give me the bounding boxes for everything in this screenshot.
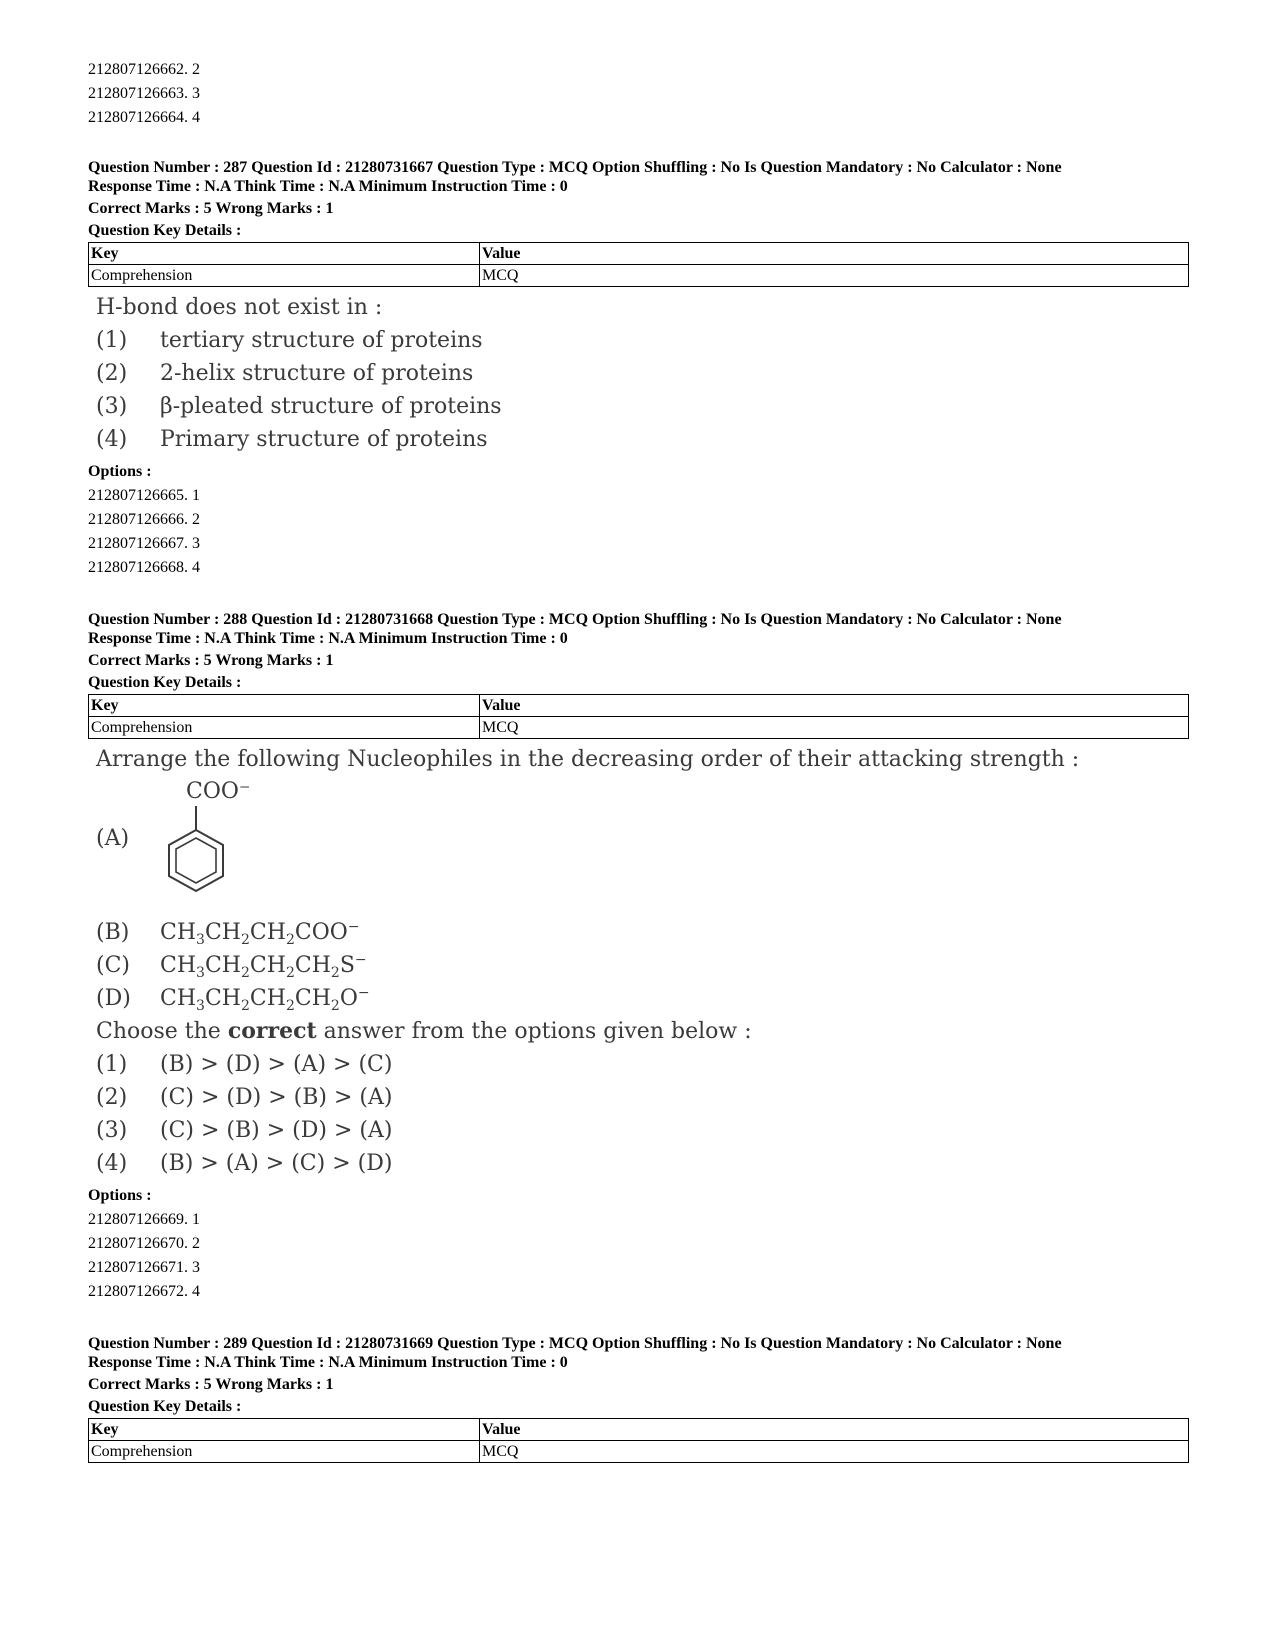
option-item: 212807126664. 4: [88, 109, 200, 126]
value-header: Value: [480, 695, 1189, 717]
question-meta: [88, 1334, 1188, 1372]
carboxylate-group-label: COO⁻: [186, 779, 251, 804]
question-meta-line2: Response Time : N.A Think Time : N.A Minimum Instruction Time : 0: [88, 178, 568, 195]
key-header: Key: [89, 695, 480, 717]
question-287: [88, 158, 1188, 580]
choice-text: Primary structure of proteins: [160, 427, 488, 452]
item-b-formula: $CH_3CH_2CH_2COO^-$: [160, 919, 360, 948]
table-row: [89, 717, 1189, 739]
item-d-label: (D): [96, 986, 131, 1011]
choice-number: (2): [96, 1085, 128, 1110]
item-d-formula: $CH_3CH_2CH_2CH_2O^-$: [160, 985, 370, 1014]
key-details-label: Question Key Details :: [88, 674, 242, 691]
key-header: Key: [89, 243, 480, 265]
choice-number: (4): [96, 427, 128, 452]
option-item: 212807126668. 4: [88, 559, 200, 576]
item-d: [96, 982, 1188, 1015]
table-row: [89, 1441, 1189, 1463]
key-details-table: [88, 1418, 1189, 1463]
item-c: [96, 949, 1188, 982]
item-b-label: (B): [96, 920, 130, 945]
question-meta-line1: Question Number : 287 Question Id : 21280731667 Question Type : MCQ Option Shuffling : No Is Question Mandatory : No Calculator : None: [88, 159, 1062, 176]
key-header: Key: [89, 1419, 480, 1441]
choose-text-pre: Choose the: [96, 1019, 228, 1044]
key-details-table: [88, 242, 1189, 287]
marks-line: Correct Marks : 5 Wrong Marks : 1: [88, 1376, 334, 1393]
value-cell: MCQ: [480, 265, 1189, 287]
item-a-label: (A): [96, 826, 130, 851]
question-289: [88, 1334, 1188, 1463]
choice-item: [96, 1114, 1188, 1147]
option-item: 212807126662. 2: [88, 61, 200, 78]
option-item: 212807126663. 3: [88, 85, 200, 102]
option-item: 212807126665. 1: [88, 487, 200, 504]
choice-text: (B) > (A) > (C) > (D): [160, 1151, 393, 1176]
choice-item: [96, 390, 1188, 423]
option-item: 212807126669. 1: [88, 1211, 200, 1228]
key-details-table: [88, 694, 1189, 739]
options-list: [88, 484, 1188, 580]
value-cell: MCQ: [480, 1441, 1189, 1463]
choice-text: (C) > (B) > (D) > (A): [160, 1118, 393, 1143]
value-header: Value: [480, 1419, 1189, 1441]
choice-number: (4): [96, 1151, 128, 1176]
value-cell: MCQ: [480, 717, 1189, 739]
choice-text: tertiary structure of proteins: [160, 328, 483, 353]
choose-text-bold: correct: [227, 1018, 317, 1044]
question-288: [88, 610, 1188, 1304]
question-meta: [88, 158, 1188, 196]
choice-number: (3): [96, 394, 128, 419]
key-details-label: Question Key Details :: [88, 1398, 242, 1415]
key-cell: Comprehension: [89, 1441, 480, 1463]
choice-number: (3): [96, 1118, 128, 1143]
option-item: 212807126672. 4: [88, 1283, 200, 1300]
choice-item: [96, 1081, 1188, 1114]
options-list: [88, 1208, 1188, 1304]
benzene-inner-ring: [176, 838, 216, 883]
molecule-a: [96, 776, 1188, 916]
question-meta-line1: Question Number : 289 Question Id : 21280731669 Question Type : MCQ Option Shuffling : No Is Question Mandatory : No Calculator : None: [88, 1335, 1062, 1352]
option-item: 212807126670. 2: [88, 1235, 200, 1252]
item-b: [96, 916, 1188, 949]
benzene-ring: [169, 830, 223, 891]
choice-text: (C) > (D) > (B) > (A): [160, 1085, 393, 1110]
options-label: Options :: [88, 463, 152, 480]
choice-item: [96, 357, 1188, 390]
choice-text: 2-helix structure of proteins: [160, 361, 474, 386]
table-header-row: [89, 243, 1189, 265]
option-item: 212807126667. 3: [88, 535, 200, 552]
choice-number: (1): [96, 328, 128, 353]
question-stem: Arrange the following Nucleophiles in the decreasing order of their attacking strength :: [96, 747, 1080, 772]
question-meta-line2: Response Time : N.A Think Time : N.A Minimum Instruction Time : 0: [88, 1354, 568, 1371]
choice-item: [96, 1147, 1188, 1180]
choose-instruction: [96, 1015, 1188, 1048]
choose-text-post: answer from the options given below :: [316, 1019, 752, 1044]
question-stem: H-bond does not exist in :: [96, 295, 383, 320]
question-content: [96, 291, 1188, 456]
previous-options-list: [88, 58, 1188, 130]
question-meta-line1: Question Number : 288 Question Id : 21280731668 Question Type : MCQ Option Shuffling : No Is Question Mandatory : No Calculator : None: [88, 611, 1062, 628]
table-header-row: [89, 695, 1189, 717]
table-row: [89, 265, 1189, 287]
question-meta-line2: Response Time : N.A Think Time : N.A Minimum Instruction Time : 0: [88, 630, 568, 647]
choice-text: (B) > (D) > (A) > (C): [160, 1052, 393, 1077]
key-details-label: Question Key Details :: [88, 222, 242, 239]
benzoate-structure-icon: [158, 776, 298, 916]
choice-text: β-pleated structure of proteins: [160, 394, 502, 419]
choice-item: [96, 423, 1188, 456]
item-c-label: (C): [96, 953, 130, 978]
key-cell: Comprehension: [89, 717, 480, 739]
item-c-formula: $CH_3CH_2CH_2CH_2S^-$: [160, 952, 367, 981]
choice-item: [96, 324, 1188, 357]
option-item: 212807126671. 3: [88, 1259, 200, 1276]
option-item: 212807126666. 2: [88, 511, 200, 528]
key-cell: Comprehension: [89, 265, 480, 287]
choice-number: (1): [96, 1052, 128, 1077]
choice-item: [96, 1048, 1188, 1081]
page: [88, 58, 1188, 1463]
marks-line: Correct Marks : 5 Wrong Marks : 1: [88, 200, 334, 217]
table-header-row: [89, 1419, 1189, 1441]
marks-line: Correct Marks : 5 Wrong Marks : 1: [88, 652, 334, 669]
options-label: Options :: [88, 1187, 152, 1204]
value-header: Value: [480, 243, 1189, 265]
question-content: [96, 743, 1188, 1180]
question-meta: [88, 610, 1188, 648]
choice-number: (2): [96, 361, 128, 386]
